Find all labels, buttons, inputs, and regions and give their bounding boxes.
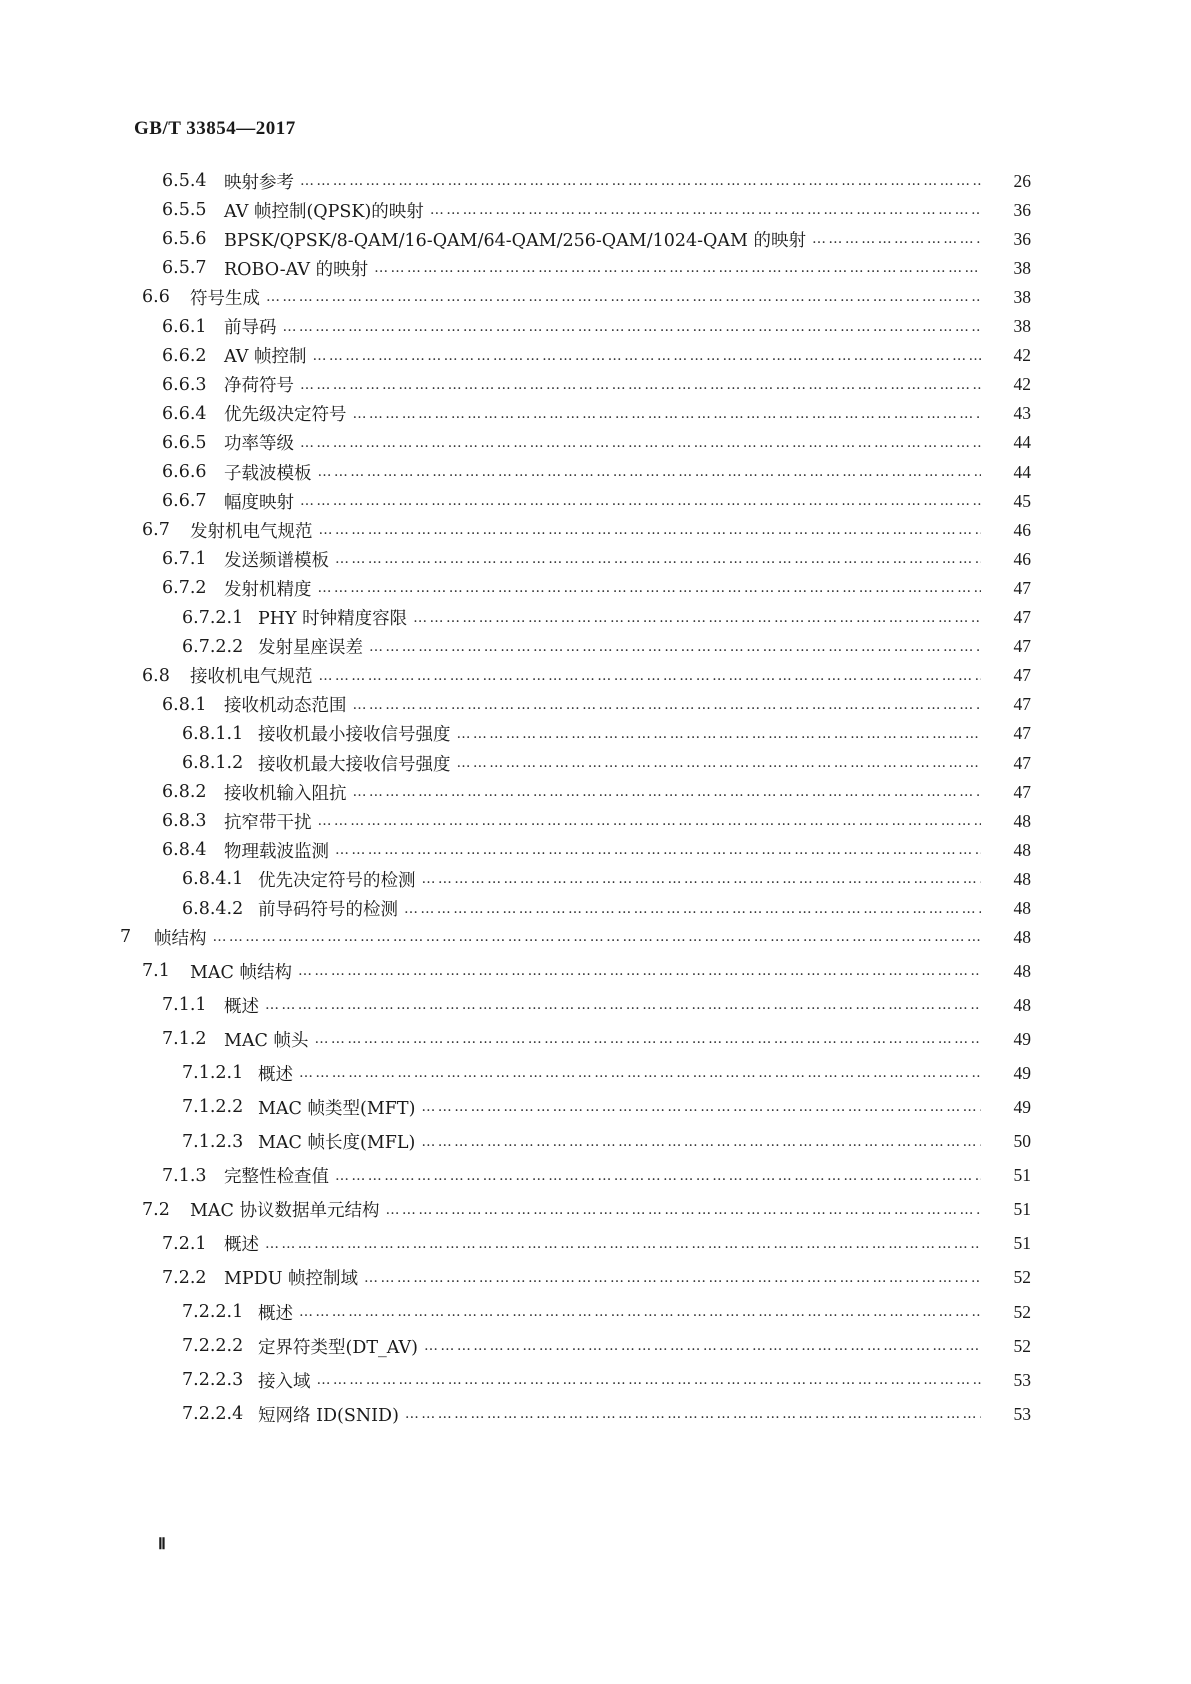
toc-entry-title: MAC 帧结构 xyxy=(190,962,293,983)
toc-entry-title: 抗窄带干扰 xyxy=(224,812,312,833)
toc-entry-title: 概述 xyxy=(258,1303,293,1324)
toc-entry-number: 7.2.2.4 xyxy=(182,1404,244,1425)
dot-leader xyxy=(812,224,981,254)
toc-entry[interactable] xyxy=(162,370,1031,400)
toc-entry-title: 概述 xyxy=(224,996,259,1017)
toc-entry-title: 幅度映射 xyxy=(224,492,294,513)
dot-leader xyxy=(413,603,981,633)
toc-entry[interactable] xyxy=(162,399,1031,429)
toc-entry[interactable] xyxy=(182,1331,1031,1361)
toc-entry-page: 46 xyxy=(1013,519,1031,540)
toc-entry-title: MAC 协议数据单元结构 xyxy=(190,1201,380,1222)
dot-leader xyxy=(335,1161,981,1191)
toc-entry-number: 6.8.4.2 xyxy=(182,898,244,919)
toc-entry[interactable] xyxy=(182,748,1031,778)
toc-entry-page: 47 xyxy=(1013,752,1031,773)
toc-entry[interactable] xyxy=(162,312,1031,342)
toc-entry[interactable] xyxy=(182,603,1031,633)
toc-entry-title: 概述 xyxy=(258,1064,293,1085)
toc-entry-page: 53 xyxy=(1013,1369,1031,1390)
toc-entry-page: 47 xyxy=(1013,781,1031,802)
dot-leader xyxy=(364,1263,981,1293)
toc-entry-title: 发射星座误差 xyxy=(258,638,363,659)
toc-entry-number: 6.6.4 xyxy=(162,403,207,424)
dot-leader xyxy=(421,1092,981,1122)
toc-entry-number: 6.8.1.2 xyxy=(182,753,244,773)
dot-leader xyxy=(312,341,981,371)
dot-leader xyxy=(374,253,981,283)
toc-entry-title: BPSK/QPSK/8-QAM/16-QAM/64-QAM/256-QAM/1024-QAM 的映射 xyxy=(224,230,807,251)
dot-leader xyxy=(421,1127,981,1157)
toc-entry-number: 6.6.1 xyxy=(162,316,207,337)
toc-entry[interactable] xyxy=(162,573,1031,603)
toc-entry-title: 发送频谱模板 xyxy=(224,550,329,571)
toc-entry-title: 短网络 ID(SNID) xyxy=(258,1405,399,1426)
toc-entry-page: 48 xyxy=(1013,868,1031,889)
toc-entry-title: 接收机最小接收信号强度 xyxy=(258,725,451,746)
toc-entry-page: 36 xyxy=(1013,228,1031,249)
toc-entry-title: 接收机电气规范 xyxy=(190,667,313,688)
toc-entry-page: 50 xyxy=(1013,1131,1031,1151)
toc-entry-page: 42 xyxy=(1013,345,1031,366)
toc-entry[interactable] xyxy=(182,1399,1031,1429)
toc-entry[interactable] xyxy=(120,922,1031,952)
dot-leader xyxy=(299,1058,981,1088)
toc-entry-number: 6.8.3 xyxy=(162,811,207,832)
toc-entry-number: 7 xyxy=(120,927,132,947)
toc-entry[interactable] xyxy=(182,1365,1031,1395)
toc-entry-number: 6.6.7 xyxy=(162,491,207,512)
toc-entry-number: 6.7.1 xyxy=(162,549,207,570)
toc-entry-title: 完整性检查值 xyxy=(224,1167,329,1188)
toc-entry[interactable] xyxy=(162,341,1031,371)
toc-entry-page: 47 xyxy=(1013,694,1031,715)
toc-entry-number: 6.8.4.1 xyxy=(182,869,244,890)
dot-leader xyxy=(335,544,981,574)
toc-entry-number: 7.1.2.1 xyxy=(182,1063,244,1084)
toc-entry[interactable] xyxy=(162,1229,1031,1259)
toc-entry-page: 52 xyxy=(1013,1267,1031,1288)
toc-entry-page: 47 xyxy=(1013,577,1031,598)
toc-entry-page: 26 xyxy=(1013,170,1031,191)
dot-leader xyxy=(430,195,981,225)
toc-entry-number: 7.2.1 xyxy=(162,1233,207,1254)
toc-entry-title: 发射机精度 xyxy=(224,579,312,600)
toc-entry-page: 47 xyxy=(1013,607,1031,627)
toc-entry[interactable] xyxy=(162,486,1031,516)
toc-entry-page: 38 xyxy=(1013,286,1031,307)
dot-leader xyxy=(265,1229,981,1259)
toc-entry-number: 6.8.2 xyxy=(162,782,207,803)
dot-leader xyxy=(318,573,982,603)
toc-entry-page: 38 xyxy=(1013,316,1031,336)
dot-leader xyxy=(353,399,982,429)
dot-leader xyxy=(319,515,982,545)
toc-entry[interactable] xyxy=(162,990,1031,1020)
dot-leader xyxy=(404,894,981,924)
dot-leader xyxy=(300,428,981,458)
toc-entry-number: 6.5.5 xyxy=(162,200,207,221)
toc-entry-number: 6.6.2 xyxy=(162,345,207,366)
toc-entry-number: 6.6.5 xyxy=(162,432,207,453)
toc-entry-page: 46 xyxy=(1013,548,1031,569)
toc-entry-title: 前导码 xyxy=(224,318,277,338)
toc-entry-page: 48 xyxy=(1013,810,1031,831)
toc-entry[interactable] xyxy=(142,282,1031,312)
toc-entry-number: 6.7.2.2 xyxy=(182,636,244,657)
toc-entry-page: 42 xyxy=(1013,374,1031,395)
toc-entry[interactable] xyxy=(182,632,1031,662)
toc-entry-page: 51 xyxy=(1013,1199,1031,1220)
toc-entry-title: 子载波模板 xyxy=(224,463,312,484)
toc-entry-number: 7.1.2.3 xyxy=(182,1131,244,1152)
dot-leader xyxy=(369,632,981,662)
dot-leader xyxy=(317,1365,982,1395)
toc-entry[interactable] xyxy=(182,1127,1031,1157)
toc-entry[interactable] xyxy=(142,956,1031,986)
toc-entry-title: 优先级决定符号 xyxy=(224,405,347,426)
dot-leader xyxy=(299,1297,981,1327)
dot-leader xyxy=(386,1195,981,1225)
toc-entry[interactable] xyxy=(162,253,1031,283)
toc-entry[interactable] xyxy=(142,1195,1031,1225)
toc-entry-page: 44 xyxy=(1013,432,1031,453)
toc-entry-page: 52 xyxy=(1013,1335,1031,1356)
toc-entry-number: 7.2 xyxy=(142,1199,170,1220)
toc-entry-number: 7.1.2.2 xyxy=(182,1097,244,1118)
dot-leader xyxy=(457,748,982,778)
dot-leader xyxy=(457,719,982,749)
toc-entry-title: MAC 帧头 xyxy=(224,1030,309,1051)
standard-code-header: GB/T 33854—2017 xyxy=(134,118,296,139)
toc-entry[interactable] xyxy=(162,806,1031,836)
toc-entry-number: 6.7.2 xyxy=(162,578,207,599)
toc-entry-page: 44 xyxy=(1013,461,1031,482)
toc-entry-page: 51 xyxy=(1013,1165,1031,1186)
toc-entry[interactable] xyxy=(182,1092,1031,1122)
toc-entry[interactable] xyxy=(142,515,1031,545)
toc-entry-number: 7.1.3 xyxy=(162,1165,207,1186)
toc-entry-number: 7.1 xyxy=(142,961,170,981)
toc-entry-page: 52 xyxy=(1013,1301,1031,1322)
toc-entry-page: 38 xyxy=(1013,257,1031,278)
toc-entry-page: 48 xyxy=(1013,960,1031,981)
toc-entry-title: MAC 帧长度(MFL) xyxy=(258,1133,416,1153)
dot-leader xyxy=(298,956,981,986)
toc-entry-page: 47 xyxy=(1013,723,1031,744)
dot-leader xyxy=(300,486,981,516)
dot-leader xyxy=(315,1024,981,1054)
toc-entry[interactable] xyxy=(182,1297,1031,1327)
toc-entry-title: 净荷符号 xyxy=(224,376,294,397)
toc-entry[interactable] xyxy=(162,690,1031,720)
toc-entry[interactable] xyxy=(182,894,1031,924)
dot-leader xyxy=(335,835,981,865)
toc-entry-title: PHY 时钟精度容限 xyxy=(258,609,408,629)
toc-entry-title: 功率等级 xyxy=(224,434,294,455)
toc-entry-title: 概述 xyxy=(224,1235,259,1256)
toc-entry-title: ROBO-AV 的映射 xyxy=(224,259,369,280)
toc-entry-number: 6.8 xyxy=(142,665,170,686)
toc-entry-number: 6.8.1 xyxy=(162,694,207,715)
toc-entry-page: 47 xyxy=(1013,665,1031,686)
toc-entry[interactable] xyxy=(162,777,1031,807)
toc-entry-page: 48 xyxy=(1013,926,1031,947)
toc-entry-page: 45 xyxy=(1013,490,1031,511)
toc-entry-title: AV 帧控制(QPSK)的映射 xyxy=(224,201,424,222)
toc-entry[interactable] xyxy=(162,195,1031,225)
toc-entry-page: 36 xyxy=(1013,199,1031,220)
dot-leader xyxy=(300,166,981,196)
toc-entry-title: 接入域 xyxy=(258,1371,311,1392)
toc-entry-page: 47 xyxy=(1013,636,1031,657)
toc-entry[interactable] xyxy=(182,719,1031,749)
toc-entry-title: 帧结构 xyxy=(154,928,207,949)
toc-entry[interactable] xyxy=(162,428,1031,458)
toc-entry-title: 前导码符号的检测 xyxy=(258,900,398,920)
toc-entry-page: 49 xyxy=(1013,1096,1031,1117)
toc-entry-page: 48 xyxy=(1013,994,1031,1015)
toc-entry-number: 7.2.2.2 xyxy=(182,1336,244,1357)
toc-entry-page: 43 xyxy=(1013,403,1031,424)
toc-entry-title: MAC 帧类型(MFT) xyxy=(258,1098,416,1119)
toc-entry-number: 6.5.7 xyxy=(162,258,207,279)
toc-entry-number: 7.2.2.1 xyxy=(182,1302,244,1322)
toc-entry[interactable] xyxy=(162,166,1031,196)
page-number: Ⅱ xyxy=(158,1536,166,1553)
toc-entry-title: MPDU 帧控制域 xyxy=(224,1269,359,1290)
toc-entry-number: 7.1.1 xyxy=(162,995,207,1016)
toc-entry[interactable] xyxy=(162,224,1031,254)
toc-entry[interactable] xyxy=(162,1161,1031,1191)
dot-leader xyxy=(265,990,981,1020)
toc-entry-title: 接收机动态范围 xyxy=(224,696,347,717)
dot-leader xyxy=(353,777,982,807)
toc-entry[interactable] xyxy=(162,457,1031,487)
toc-entry[interactable] xyxy=(182,864,1031,894)
dot-leader xyxy=(213,922,982,952)
toc-entry-title: 定界符类型(DT_AV) xyxy=(258,1337,419,1358)
toc-entry-title: 物理载波监测 xyxy=(224,841,329,862)
dot-leader xyxy=(318,457,982,487)
toc-entry-page: 48 xyxy=(1013,898,1031,918)
dot-leader xyxy=(300,370,981,400)
toc-entry-number: 6.5.4 xyxy=(162,171,207,191)
toc-entry-page: 51 xyxy=(1013,1233,1031,1254)
toc-entry-page: 48 xyxy=(1013,839,1031,860)
toc-entry-title: 发射机电气规范 xyxy=(190,521,313,542)
toc-entry-number: 6.8.1.1 xyxy=(182,723,244,744)
dot-leader xyxy=(319,661,982,691)
toc-entry-number: 6.7 xyxy=(142,520,170,541)
toc-entry[interactable] xyxy=(162,1024,1031,1054)
toc-entry-title: 映射参考 xyxy=(224,172,294,193)
toc-entry-number: 7.2.2.3 xyxy=(182,1370,244,1391)
toc-entry[interactable] xyxy=(182,1058,1031,1088)
toc-entry-title: AV 帧控制 xyxy=(224,347,307,368)
toc-entry[interactable] xyxy=(162,1263,1031,1293)
dot-leader xyxy=(318,806,982,836)
toc-entry-number: 6.8.4 xyxy=(162,840,207,861)
toc-entry-title: 符号生成 xyxy=(190,288,260,309)
toc-entry-number: 7.2.2 xyxy=(162,1267,207,1288)
toc-entry-number: 7.1.2 xyxy=(162,1029,207,1050)
toc-entry-number: 6.6.6 xyxy=(162,462,207,482)
toc-entry-page: 53 xyxy=(1013,1403,1031,1424)
dot-leader xyxy=(353,690,982,720)
toc-entry-number: 6.6.3 xyxy=(162,374,207,395)
dot-leader xyxy=(266,282,981,312)
toc-entry-page: 49 xyxy=(1013,1062,1031,1083)
toc-entry-number: 6.5.6 xyxy=(162,229,207,250)
toc-entry-title: 接收机输入阻抗 xyxy=(224,783,347,804)
toc-entry[interactable] xyxy=(162,835,1031,865)
toc-entry[interactable] xyxy=(142,661,1031,691)
dot-leader xyxy=(405,1399,981,1429)
dot-leader xyxy=(422,864,982,894)
toc-entry-title: 优先决定符号的检测 xyxy=(258,870,416,891)
toc-entry-number: 6.6 xyxy=(142,287,170,308)
toc-entry-number: 6.7.2.1 xyxy=(182,607,244,628)
toc-entry-title: 接收机最大接收信号强度 xyxy=(258,754,451,775)
dot-leader xyxy=(424,1331,981,1361)
dot-leader xyxy=(283,312,982,342)
toc-entry[interactable] xyxy=(162,544,1031,574)
toc-entry-page: 49 xyxy=(1013,1028,1031,1049)
